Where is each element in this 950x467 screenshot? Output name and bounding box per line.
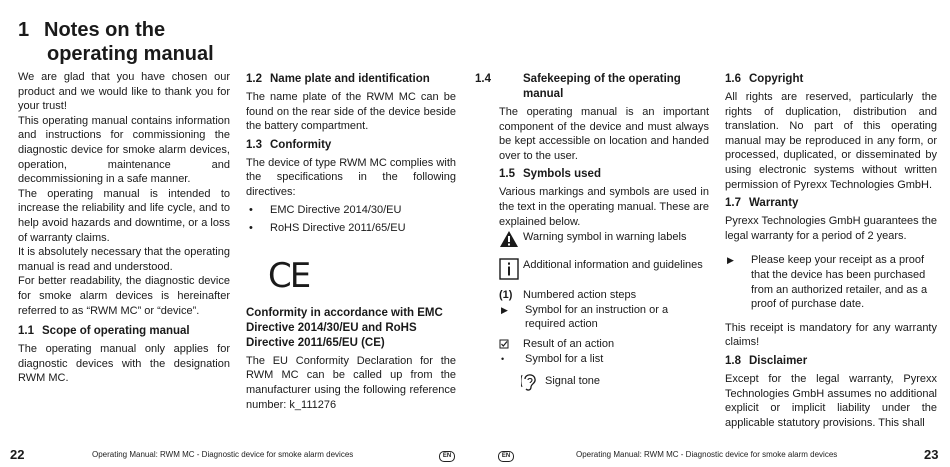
section-1-3-heading <box>246 138 456 153</box>
triangle-right-icon: ▶ <box>727 255 734 266</box>
page-number-right: 23 <box>924 447 939 462</box>
section-1-2-text: The name plate of the RWM MC can be found on the rear side of the device beside the battery compartment. <box>246 91 456 133</box>
section-title: Scope of operating manual <box>42 325 190 338</box>
warning-triangle-icon <box>499 230 523 248</box>
language-badge-right: EN <box>498 451 514 462</box>
section-1-3-text: The device of type RWM MC complies with the specifications in the following directives: <box>246 156 456 198</box>
list-item: • RoHS Directive 2011/65/EU <box>246 221 456 236</box>
section-number: 1.1 <box>18 325 34 338</box>
conformity-text: The EU Conformity Declaration for the RWM MC can be called up from the manufacturer using the following reference number: k_111276 <box>246 354 456 411</box>
section-1-2-heading <box>246 72 456 87</box>
signal-symbol-row <box>499 371 709 393</box>
section-1-6-heading <box>725 72 937 87</box>
conformity-heading: Conformity in accordance with EMC Directive 2014/30/EU and RoHS Directive 2011/65/EU (CE) <box>246 306 443 349</box>
warning-symbol-row <box>499 230 709 248</box>
section-1-1-heading <box>18 324 230 339</box>
instruction-symbol-label: Symbol for an instruction or a required action <box>525 303 669 331</box>
chapter-title-line1: Notes on the <box>44 19 166 41</box>
section-1-4-heading <box>475 72 709 102</box>
checkbox-checked-icon <box>499 337 523 351</box>
section-number: 1.2 <box>246 73 262 85</box>
section-number: 1.3 <box>246 138 262 151</box>
ce-mark-icon: CE <box>268 255 310 296</box>
intro-paragraph-3: The operating manual is intended to increase the reliability and life cycle, and to help avoid hazards and downtime, or a loss of warranty claims. <box>18 187 230 244</box>
numbered-symbol-row <box>499 288 709 303</box>
section-title: Conformity <box>270 138 332 151</box>
section-number: 1.5 <box>499 168 515 181</box>
intro-paragraph-5: For better readability, the diagnostic device for smoke alarm devices is hereinafter referred to as “RWM MC” or “device”. <box>18 275 230 317</box>
directive-list <box>246 203 456 236</box>
numbered-step-icon: (1) <box>499 289 513 302</box>
section-1-7-heading <box>725 196 937 211</box>
language-badge-left: EN <box>439 451 455 462</box>
section-number: 1.4 <box>475 73 491 85</box>
chapter-title-line2: operating manual <box>47 43 214 65</box>
warning-symbol-label: Warning symbol in warning labels <box>523 231 687 244</box>
warranty-note-text: Please keep your receipt as a proof that the device has been purchased from an authorized retailer, and as a proof of purchase date. <box>751 254 928 311</box>
result-symbol-label: Result of an action <box>523 337 615 350</box>
chapter-number: 1 <box>18 19 30 41</box>
section-1-6-text: All rights are reserved, particularly the rights of duplication, distribution and translation. No part of this operating manual may be reproduced in any form, or processed, duplicated, or disseminated by using electronic systems without written permission of Pyrexx Technologies GmbH. <box>725 91 937 191</box>
section-1-5-text: Various markings and symbols are used in the text in the operating manual. These are explained below. <box>499 186 709 228</box>
section-number: 1.6 <box>725 73 741 85</box>
info-symbol-label: Additional information and guidelines <box>523 259 703 272</box>
section-number: 1.8 <box>725 354 741 367</box>
column-1 <box>18 70 230 386</box>
info-symbol-row <box>499 258 709 280</box>
intro-paragraph-4: It is absolutely necessary that the operating manual is read and understood. <box>18 246 230 273</box>
list-symbol-row <box>499 352 709 367</box>
signal-symbol-label: Signal tone <box>545 375 601 388</box>
section-1-7-text: Pyrexx Technologies GmbH guarantees the legal warranty for a period of 2 years. <box>725 215 937 242</box>
section-1-8-heading <box>725 354 937 369</box>
section-1-5-heading <box>499 167 709 182</box>
column-2 <box>246 72 456 412</box>
triangle-right-icon: ▶ <box>501 304 508 315</box>
column-4 <box>725 72 937 430</box>
page-number-left: 22 <box>10 447 25 462</box>
list-item: • EMC Directive 2014/30/EU <box>246 203 456 218</box>
section-1-1-text: The operating manual only applies for diagnostic devices with the designation RWM MC. <box>18 343 230 385</box>
footer-text-left: Operating Manual: RWM MC - Diagnostic device for smoke alarm devices <box>92 450 354 459</box>
section-1-4-text: The operating manual is an important component of the device and must always be kept accessible on location and handed over to the user. <box>499 106 709 162</box>
column-3 <box>475 72 709 393</box>
chapter-title <box>18 18 214 66</box>
intro-paragraph-2: This operating manual contains information and instructions for commissioning the diagnostic device for smoke alarm devices, operation, maintenance and decommissioning in a safe manner. <box>18 114 230 186</box>
section-title: Safekeeping of the operating manual <box>523 73 681 100</box>
section-title: Warranty <box>749 197 799 210</box>
info-icon <box>499 258 523 280</box>
section-number: 1.7 <box>725 197 741 210</box>
result-symbol-row <box>499 337 709 352</box>
section-title: Name plate and identification <box>270 73 430 85</box>
intro-paragraph-1: We are glad that you have chosen our product and we would like to thank you for your trust! <box>18 71 230 113</box>
bullet-icon: • <box>501 353 505 364</box>
instruction-symbol-row <box>499 303 709 332</box>
ear-icon <box>521 371 545 393</box>
section-title: Symbols used <box>523 168 601 181</box>
footer-text-right: Operating Manual: RWM MC - Diagnostic device for smoke alarm devices <box>576 450 838 459</box>
warranty-note-row <box>725 253 937 311</box>
numbered-symbol-label: Numbered action steps <box>523 289 637 302</box>
list-symbol-label: Symbol for a list <box>525 352 604 365</box>
section-1-7-text-2: This receipt is mandatory for any warranty claims! <box>725 321 937 349</box>
section-title: Copyright <box>749 73 804 85</box>
section-1-8-text: Except for the legal warranty, Pyrexx Technologies GmbH assumes no additional explicit or implicit liability under the applicable statutory provisions. This shall <box>725 372 937 429</box>
section-title: Disclaimer <box>749 354 808 367</box>
